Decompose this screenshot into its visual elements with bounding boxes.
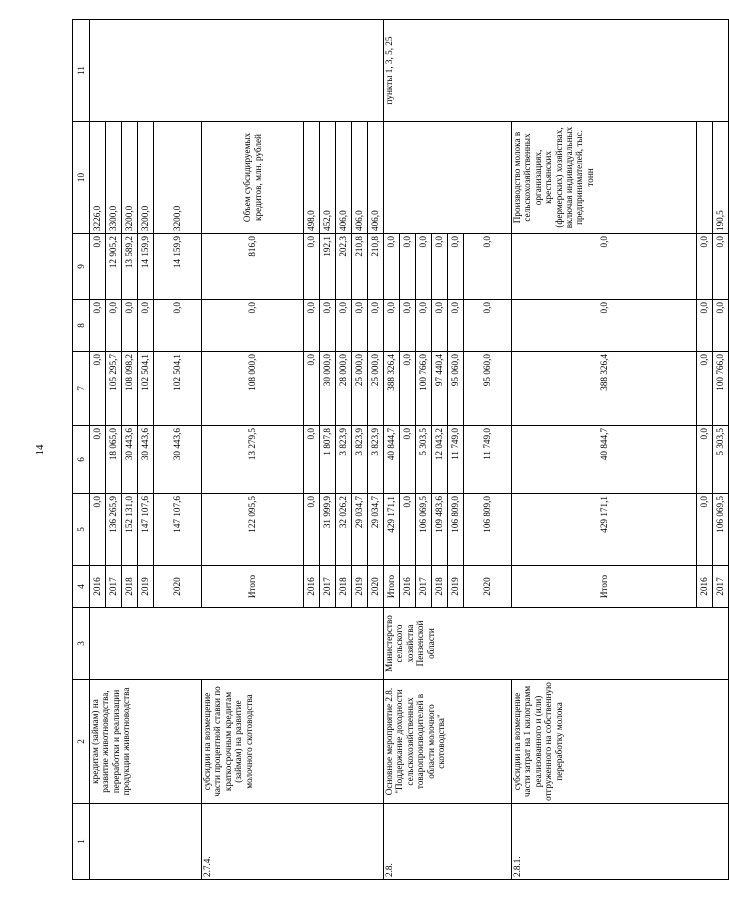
item-number: 2.8. [384, 804, 512, 880]
value-cell: 14 159,9 [154, 234, 202, 300]
col-header-11: 11 [73, 20, 90, 122]
value-cell: 0,0 [90, 352, 106, 426]
year-cell: 2016 [697, 566, 713, 608]
value-cell: 147 107,6 [138, 494, 154, 566]
measure-name-cell: Основное мероприятие 2.8. "Поддержание доходности сельскохозяйственных товаропроизводителей в области молочного скотоводства" [384, 680, 512, 804]
value-cell: 0,0 [448, 234, 464, 300]
value-cell: 0,0 [90, 300, 106, 352]
year-cell: 2020 [154, 566, 202, 608]
table-row [90, 20, 106, 880]
indicator-cell [697, 122, 713, 234]
value-cell: 0,0 [202, 300, 304, 352]
year-cell: 2020 [464, 566, 512, 608]
indicator-label-cell: Производство молока в сельскохозяйственных организациях, крестьянских (фермерских) хозяйствах, включая индивидуальных предпринимателей, тыс. тонн [512, 122, 697, 234]
value-cell: 0,0 [512, 300, 697, 352]
value-cell: 12 905,2 [106, 234, 122, 300]
value-cell: 95 060,0 [448, 352, 464, 426]
value-cell: 388 326,4 [512, 352, 697, 426]
value-cell: 40 844,7 [384, 426, 400, 494]
value-cell: 102 504,1 [154, 352, 202, 426]
value-cell: 0,0 [713, 300, 729, 352]
value-cell: 0,0 [154, 300, 202, 352]
indicator-cell: 406,0 [352, 122, 368, 234]
page-number: 14 [34, 444, 46, 456]
value-cell: 25 000,0 [352, 352, 368, 426]
value-cell: 122 095,5 [202, 494, 304, 566]
indicator-cell: 3300,0 [106, 122, 122, 234]
value-cell: 12 043,2 [432, 426, 448, 494]
value-cell: 202,3 [336, 234, 352, 300]
value-cell: 192,1 [320, 234, 336, 300]
value-cell: 100 766,0 [713, 352, 729, 426]
value-cell: 0,0 [400, 300, 416, 352]
table-row [512, 20, 697, 880]
value-cell: 0,0 [416, 300, 432, 352]
value-cell: 108 098,2 [122, 352, 138, 426]
value-cell: 0,0 [304, 494, 320, 566]
col-header-1: 1 [73, 804, 90, 880]
value-cell: 13 279,5 [202, 426, 304, 494]
value-cell: 0,0 [400, 352, 416, 426]
value-cell: 28 000,0 [336, 352, 352, 426]
targets-cell: пункты 1, 3, 5, 25 [384, 20, 729, 122]
value-cell: 147 107,6 [154, 494, 202, 566]
value-cell: 0,0 [106, 300, 122, 352]
col-header-4: 4 [73, 566, 90, 608]
value-cell: 0,0 [352, 300, 368, 352]
value-cell: 0,0 [713, 234, 729, 300]
year-cell: 2019 [448, 566, 464, 608]
value-cell: 25 000,0 [368, 352, 384, 426]
value-cell: 30 443,6 [138, 426, 154, 494]
value-cell: 40 844,7 [512, 426, 697, 494]
value-cell: 0,0 [304, 234, 320, 300]
col-header-6: 6 [73, 426, 90, 494]
col-header-2: 2 [73, 680, 90, 804]
value-cell: 0,0 [697, 494, 713, 566]
value-cell: 0,0 [697, 300, 713, 352]
value-cell: 816,0 [202, 234, 304, 300]
value-cell: 0,0 [90, 494, 106, 566]
value-cell: 0,0 [304, 426, 320, 494]
value-cell: 0,0 [400, 494, 416, 566]
value-cell: 0,0 [336, 300, 352, 352]
year-cell: 2016 [90, 566, 106, 608]
measure-name-cell: субсидии на возмещение части затрат на 1 килограмм реализованного и (или) отгруженного на собственную переработку молока [512, 680, 729, 804]
year-cell: 2018 [122, 566, 138, 608]
indicator-cell: 3200,0 [154, 122, 202, 234]
value-cell: 1 807,8 [320, 426, 336, 494]
value-cell: 0,0 [448, 300, 464, 352]
value-cell: 429 171,1 [384, 494, 400, 566]
col-header-3: 3 [73, 608, 90, 680]
col-header-7: 7 [73, 352, 90, 426]
value-cell: 106 809,0 [448, 494, 464, 566]
value-cell: 0,0 [320, 300, 336, 352]
value-cell: 0,0 [304, 352, 320, 426]
value-cell: 0,0 [432, 234, 448, 300]
value-cell: 108 000,0 [202, 352, 304, 426]
value-cell: 0,0 [512, 234, 697, 300]
value-cell: 30 000,0 [320, 352, 336, 426]
year-cell: 2017 [416, 566, 432, 608]
value-cell: 106 809,0 [464, 494, 512, 566]
table-row [202, 20, 304, 880]
empty-cell [90, 804, 202, 880]
value-cell: 18 065,0 [106, 426, 122, 494]
rotated-page [24, 20, 726, 880]
value-cell: 0,0 [90, 234, 106, 300]
year-cell: 2019 [138, 566, 154, 608]
indicator-cell: 406,0 [336, 122, 352, 234]
total-label-cell: Итого [512, 566, 697, 608]
header-row [73, 20, 90, 880]
executor-cell: Министерство сельского хозяйства Пензенской области [384, 608, 729, 680]
empty-cell [90, 20, 384, 122]
indicator-cell: 406,0 [368, 122, 384, 234]
value-cell: 0,0 [416, 234, 432, 300]
value-cell: 0,0 [138, 300, 154, 352]
total-label-cell: Итого [202, 566, 304, 608]
value-cell: 11 749,0 [464, 426, 512, 494]
value-cell: 5 303,5 [416, 426, 432, 494]
value-cell: 210,8 [352, 234, 368, 300]
value-cell: 102 504,1 [138, 352, 154, 426]
value-cell: 0,0 [697, 426, 713, 494]
indicator-cell: 3200,0 [138, 122, 154, 234]
value-cell: 0,0 [697, 234, 713, 300]
measure-name-cell: кредитам (займам) на развитие животноводства, переработки и реализации продукции животноводства [90, 680, 202, 804]
value-cell: 30 443,6 [154, 426, 202, 494]
value-cell: 97 440,4 [432, 352, 448, 426]
value-cell: 109 483,6 [432, 494, 448, 566]
value-cell: 0,0 [432, 300, 448, 352]
year-cell: 2018 [432, 566, 448, 608]
table-row [384, 20, 400, 880]
value-cell: 0,0 [464, 300, 512, 352]
value-cell: 29 034,7 [368, 494, 384, 566]
value-cell: 0,0 [400, 426, 416, 494]
indicator-cell: 452,0 [320, 122, 336, 234]
value-cell: 136 265,9 [106, 494, 122, 566]
value-cell: 0,0 [697, 352, 713, 426]
value-cell: 5 303,5 [713, 426, 729, 494]
value-cell: 0,0 [384, 234, 400, 300]
col-header-9: 9 [73, 234, 90, 300]
value-cell: 0,0 [90, 426, 106, 494]
indicator-cell: 3200,0 [122, 122, 138, 234]
value-cell: 14 159,9 [138, 234, 154, 300]
value-cell: 0,0 [122, 300, 138, 352]
value-cell: 210,8 [368, 234, 384, 300]
measure-name-cell: субсидии на возмещение части процентной ставки по краткосрочным кредитам (займам) на развитие молочного скотоводства [202, 680, 384, 804]
value-cell: 3 823,9 [368, 426, 384, 494]
year-cell: 2016 [400, 566, 416, 608]
value-cell: 0,0 [400, 234, 416, 300]
value-cell: 0,0 [304, 300, 320, 352]
value-cell: 0,0 [464, 234, 512, 300]
value-cell: 3 823,9 [336, 426, 352, 494]
value-cell: 29 034,7 [352, 494, 368, 566]
value-cell: 95 060,0 [464, 352, 512, 426]
item-number: 2.8.1. [512, 804, 729, 880]
value-cell: 100 766,0 [416, 352, 432, 426]
indicator-cell: 190,5 [713, 122, 729, 234]
year-cell: 2017 [320, 566, 336, 608]
item-number: 2.7.4. [202, 804, 384, 880]
col-header-5: 5 [73, 494, 90, 566]
value-cell: 388 326,4 [384, 352, 400, 426]
value-cell: 106 069,5 [713, 494, 729, 566]
year-cell: 2018 [336, 566, 352, 608]
empty-cell [90, 608, 384, 680]
year-cell: 2017 [713, 566, 729, 608]
year-cell: 2020 [368, 566, 384, 608]
value-cell: 32 026,2 [336, 494, 352, 566]
value-cell: 0,0 [368, 300, 384, 352]
empty-cell [384, 122, 512, 234]
value-cell: 0,0 [384, 300, 400, 352]
total-label-cell: Итого [384, 566, 400, 608]
value-cell: 3 823,9 [352, 426, 368, 494]
col-header-10: 10 [73, 122, 90, 234]
indicator-label-cell: Объем субсидируемых кредитов, млн. рублей [202, 122, 304, 234]
value-cell: 152 131,0 [122, 494, 138, 566]
year-cell: 2017 [106, 566, 122, 608]
value-cell: 429 171,1 [512, 494, 697, 566]
value-cell: 13 589,2 [122, 234, 138, 300]
value-cell: 105 295,7 [106, 352, 122, 426]
year-cell: 2016 [304, 566, 320, 608]
indicator-cell: 3226,0 [90, 122, 106, 234]
value-cell: 11 749,0 [448, 426, 464, 494]
value-cell: 31 999,9 [320, 494, 336, 566]
year-cell: 2019 [352, 566, 368, 608]
col-header-8: 8 [73, 300, 90, 352]
value-cell: 106 069,5 [416, 494, 432, 566]
indicator-cell: 498,0 [304, 122, 320, 234]
value-cell: 30 443,6 [122, 426, 138, 494]
budget-table [72, 19, 729, 880]
